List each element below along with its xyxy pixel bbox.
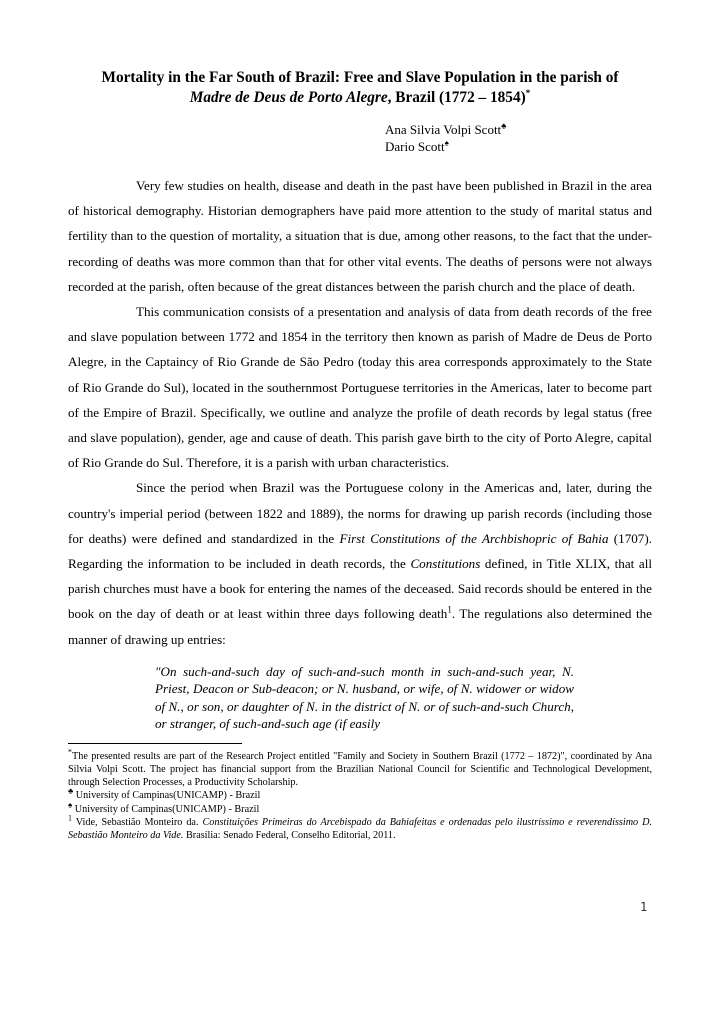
footnote-spade [68, 800, 652, 816]
body-text [68, 173, 652, 652]
author-name: Dario Scott [385, 139, 445, 154]
footnote-club [68, 789, 652, 802]
paragraph-1: Very few studies on health, disease and death in the past have been published in Brazil in the area of historical demography. Historian demographers have paid more attention to the study of marital status and fertility than to the question of mortality, a situation that is due, among other reasons, to the fact that the under-recording of deaths was more common than that for other vital events. The deaths of persons were not always recorded at the parish, often because of the great distances between the parish church and the place of death. [68, 178, 652, 294]
paper-title [68, 68, 652, 108]
paragraph-3-italic-title: First Constitutions of the Archbishopric of Bahia [339, 530, 609, 546]
author-marker: ♣ [501, 121, 507, 131]
footnote-text: Brasília: Senado Federal, Conselho Editorial, 2011. [183, 830, 396, 842]
page-number: 1 [640, 900, 648, 914]
author [385, 121, 652, 138]
footnote-text: University of Campinas(UNICAMP) - Brazil [75, 790, 261, 802]
footnote-italic-title: Constituições Primeiras do Arcebispado da Bahiafeitas e ordenadas pelo ilustríssimo e reverendíssimo D. Sebastião Monteiro da Vide. [68, 816, 653, 842]
paragraph-3-text: defined, in Title XLIX, that all parish churches must have a book for entering the names of the deceased. Said records should be entered in the book on the day of death or at least within three days following death [68, 556, 652, 622]
paragraph-2: This communication consists of a presentation and analysis of data from death records of the free and slave population between 1772 and 1854 in the territory then known as parish of Madre de Deus de Porto Alegre, in the Captaincy of Rio Grande de São Pedro (today this area corresponds approximately to the State of Rio Grande do Sul), located in the southernmost Portuguese territories in the Americas, later to become part of the Empire of Brazil. Specifically, we outline and analyze the profile of death records by legal status (free and slave population), gender, age and cause of death. This parish gave birth to the city of Porto Alegre, capital of Rio Grande do Sul. Therefore, it is a parish with urban characteristics. [68, 304, 652, 471]
author [385, 138, 652, 155]
paragraph-3-italic-constitutions: Constitutions [410, 556, 481, 572]
title-footnote-marker: * [525, 87, 531, 98]
footnotes [68, 747, 653, 842]
title-line-1: Mortality in the Far South of Brazil: Free and Slave Population in the parish of [101, 69, 619, 86]
footnote-ref-1: 1 [447, 605, 452, 616]
footnote-1 [68, 813, 653, 842]
author-list [385, 121, 652, 155]
title-line-2: , Brazil (1772 – 1854) [387, 89, 526, 106]
footnote-text: The presented results are part of the Research Project entitled "Family and Society in Southern Brazil (1772 – 1872)", coordinated by Ana Silvia Volpi Scott. The project has financial support from the Brazilian National Council for Scientific and Technological Development, through Selection Processes, a Productivity Scholarship. [68, 750, 652, 789]
title-italic-place: Madre de Deus de Porto Alegre [189, 89, 388, 106]
block-quote: "On such-and-such day of such-and-such month in such-and-such year, N. Priest, Deacon or Sub-deacon; or N. husband, or wife, of N. widower or widow of N., or son, or daughter of N. in the district of N. or of such-and-such Church, or stranger, of such-and-such age (if easily [155, 663, 574, 732]
paper-page [68, 68, 652, 842]
paragraph-3-text: Since the period when Brazil was the Portuguese colony in the Americas and, later, during the country's imperial period (between 1822 and 1889), the norms for drawing up parish records (including those for deaths) were defined and standardized in the [68, 480, 652, 546]
footnote-marker: ♣ [68, 787, 74, 797]
author-name: Ana Silvia Volpi Scott [385, 122, 502, 137]
footnote-marker: ♠ [68, 800, 73, 810]
paragraph-3 [68, 475, 652, 651]
paragraph-3-text: . The regulations also determined the manner of drawing up entries: [68, 606, 652, 647]
author-marker: ♠ [444, 138, 449, 148]
footnote-text: University of Campinas(UNICAMP) - Brazil [74, 803, 260, 815]
footnote-marker: 1 [68, 813, 72, 823]
footnote-marker: * [68, 747, 72, 757]
paragraph-3-text: (1707). Regarding the information to be included in death records, the [68, 530, 652, 572]
footnote-star [68, 747, 652, 790]
footnote-divider [68, 743, 242, 744]
footnote-text: Vide, Sebastião Monteiro da. [75, 816, 203, 828]
